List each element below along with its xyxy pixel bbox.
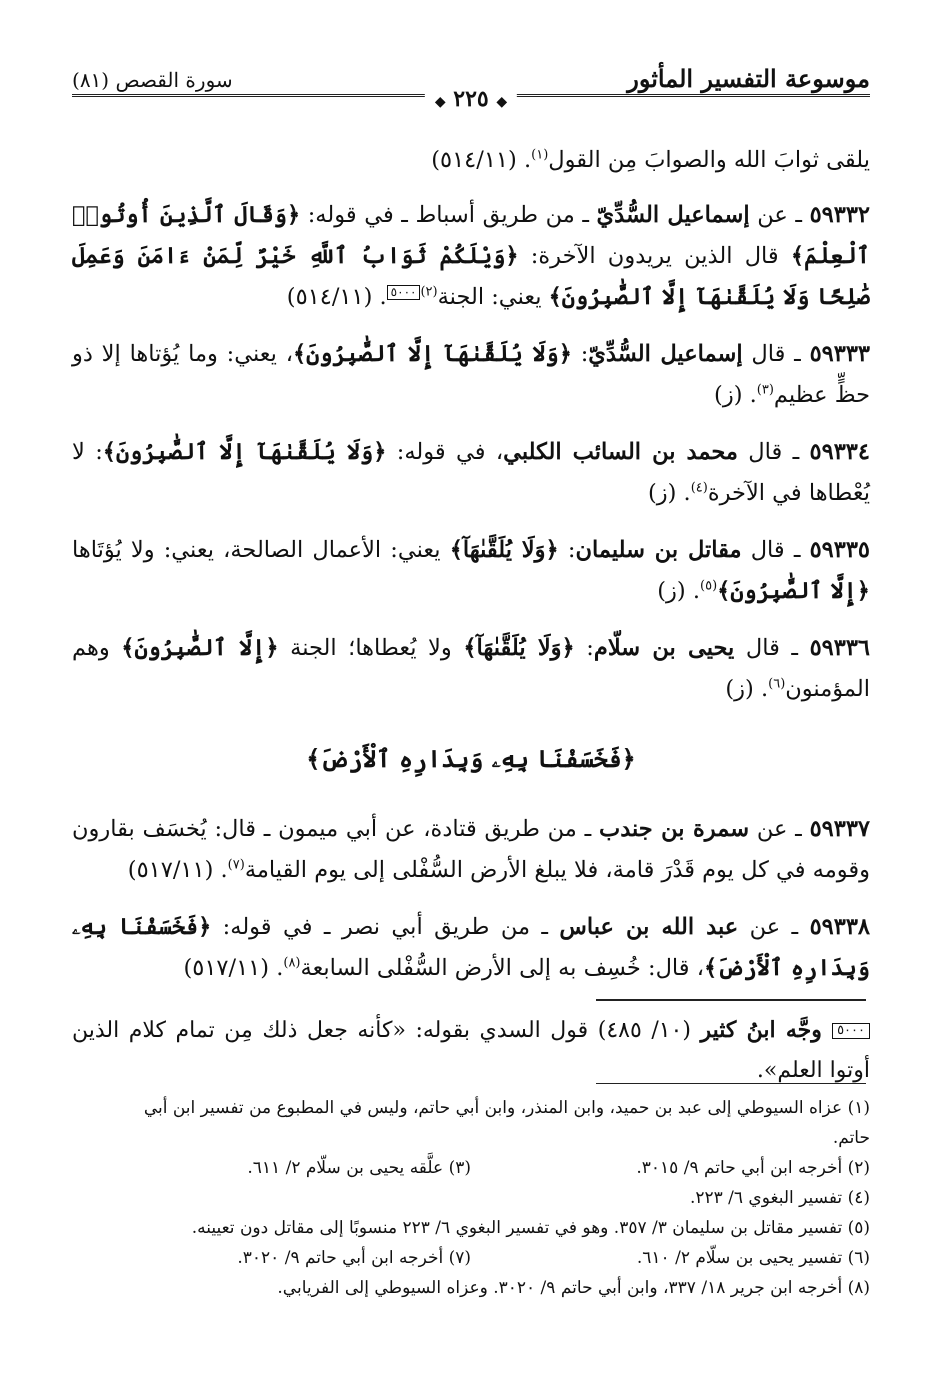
commentary-note bbox=[72, 1010, 870, 1091]
text: وهم المؤمنون bbox=[72, 635, 870, 702]
text: : لا يُعْطاها في الآخرة bbox=[72, 439, 870, 506]
quran-quote: ﴿وَلَا يُلَقَّىٰهَآ إِلَّا ٱلصَّٰبِرُونَ﴾ bbox=[102, 439, 387, 465]
volume-reference: . (٥١٤/١١) bbox=[431, 147, 532, 173]
athar-5936 bbox=[72, 628, 870, 710]
text: وجَّه bbox=[775, 1017, 833, 1043]
quran-quote: ﴿وَيْلَكُمْ ثَوَابُ ٱللَّهِ خَيْرٌ لِّمَنْ ءَامَنَ وَعَمِلَ صَٰلِحًا وَلَا يُلَقَّىٰهَآ إِلَّا ٱلصَّٰبِرُونَ﴾ bbox=[72, 243, 870, 310]
text: ـ عن bbox=[749, 816, 810, 842]
volume-reference: . (ز) bbox=[714, 382, 757, 408]
footnote-marker[interactable]: (١) bbox=[531, 147, 549, 163]
scholar-name: ابنُ كثير bbox=[700, 1017, 776, 1043]
text: يلقى ثوابَ الله والصوابَ مِن القول bbox=[548, 147, 870, 173]
narrator-name: عبد الله بن عباس bbox=[559, 914, 739, 940]
main-text bbox=[72, 140, 870, 1005]
volume-reference: . (٥١٧/١١) bbox=[127, 857, 228, 883]
footnote-1: (١) عزاه السيوطي إلى عبد بن حميد، وابن المنذر، وابن أبي حاتم، وليس في المطبوع من تفسير ابن أبي bbox=[143, 1098, 870, 1118]
quran-quote: ﴿إِلَّا ٱلصَّٰبِرُونَ﴾ bbox=[121, 635, 279, 661]
narrator-name: إسماعيل السُّدِّيّ bbox=[588, 341, 743, 367]
text: ـ قال bbox=[734, 635, 810, 661]
text: ـ عن bbox=[749, 202, 810, 228]
athar-5932 bbox=[72, 195, 870, 318]
text: ـ قال bbox=[741, 537, 810, 563]
commentary-marker[interactable]: ٥٠٠٠ bbox=[387, 285, 421, 300]
quran-quote: ﴿وَقَالَ ٱلَّذِينَ أُوتُوا۟ ٱلْعِلْمَ﴾ bbox=[72, 202, 870, 269]
athar-5938 bbox=[72, 907, 870, 989]
footnote-8: (٨) أخرجه ابن جرير ١٨/ ٣٣٧، وابن أبي حاتم ٩/ ٣٠٢٠. وعزاه السيوطي إلى الفريابي. bbox=[277, 1278, 870, 1298]
text: : bbox=[574, 635, 594, 661]
volume-reference: . (٥١٤/١١) bbox=[286, 284, 387, 310]
footnote-row bbox=[72, 1153, 870, 1183]
footnote-2: (٢) أخرجه ابن أبي حاتم ٩/ ٣٠١٥. bbox=[636, 1158, 870, 1178]
footnotes bbox=[72, 1093, 870, 1303]
book-title: موسوعة التفسير المأثور bbox=[627, 64, 870, 93]
text: يعني: الجنة bbox=[437, 284, 549, 310]
text: (١٠/ ٤٨٥) قول السدي بقوله: «كأنه جعل ذلك مِن تمام كلام الذين أوتوا العلم». bbox=[72, 1018, 870, 1083]
page-number bbox=[425, 86, 517, 112]
footnote-5: (٥) تفسير مقاتل بن سليمان ٣/ ٣٥٧. وهو في تفسير البغوي ٦/ ٢٢٣ منسوبًا إلى مقاتل دون تعيينه. bbox=[191, 1218, 870, 1238]
athar-number: ٥٩٣٣٨ bbox=[809, 914, 870, 940]
athar-number: ٥٩٣٣٣ bbox=[809, 341, 870, 367]
quran-quote: ﴿إِلَّا ٱلصَّٰبِرُونَ﴾ bbox=[717, 578, 870, 604]
verse-heading: ﴿فَخَسَفْنَا بِهِۦ وَبِدَارِهِ ٱلْأَرْضَ﴾ bbox=[306, 744, 636, 773]
commentary-separator bbox=[596, 999, 866, 1001]
volume-reference: . (ز) bbox=[657, 578, 700, 604]
text: : bbox=[558, 537, 576, 563]
footnote-1-cont: حاتم. bbox=[832, 1128, 870, 1148]
athar-5937 bbox=[72, 809, 870, 891]
text: ، في قوله: bbox=[386, 439, 504, 465]
footnote-marker[interactable]: (٥) bbox=[700, 578, 718, 594]
narrator-name: يحيى بن سلّام bbox=[593, 635, 735, 661]
ornament-right-icon: ◆ bbox=[496, 94, 508, 110]
page-header bbox=[72, 62, 870, 112]
athar-number: ٥٩٣٣٢ bbox=[809, 202, 871, 228]
athar-5934 bbox=[72, 432, 870, 514]
commentary-marker: ٥٠٠٠ bbox=[832, 1023, 870, 1039]
narrator-name: سمرة بن جندب bbox=[599, 816, 750, 842]
quran-quote: ﴿وَلَا يُلَقَّىٰهَآ﴾ bbox=[463, 635, 575, 661]
narrator-name: محمد بن السائب الكلبي bbox=[503, 439, 738, 465]
footnote-separator bbox=[596, 1083, 866, 1084]
text: ـ قال bbox=[742, 341, 810, 367]
text: ، يعني: وما يُؤتاها إلا ذو حظٍّ عظيم bbox=[72, 341, 870, 408]
athar-number: ٥٩٣٣٤ bbox=[809, 439, 870, 465]
volume-reference: . (ز) bbox=[725, 676, 769, 702]
athar-5933 bbox=[72, 334, 870, 416]
footnote-4: (٤) تفسير البغوي ٦/ ٢٢٣. bbox=[689, 1188, 870, 1208]
footnote-marker[interactable]: (٣) bbox=[756, 382, 774, 398]
quran-quote: ﴿وَلَا يُلَقَّىٰهَآ﴾ bbox=[449, 537, 559, 563]
footnote-marker[interactable]: (٢) bbox=[420, 284, 438, 300]
athar-5935 bbox=[72, 530, 870, 612]
text: : bbox=[571, 341, 589, 367]
volume-reference: . (٥١٧/١١) bbox=[183, 955, 284, 981]
text: ـ من طريق أبي نصر ـ في قوله: bbox=[211, 914, 560, 940]
text: قال الذين يريدون الآخرة: bbox=[518, 243, 791, 269]
athar-number: ٥٩٣٣٦ bbox=[809, 635, 870, 661]
quran-quote: ﴿وَلَا يُلَقَّىٰهَآ إِلَّا ٱلصَّٰبِرُونَ﴾ bbox=[292, 341, 572, 367]
footnote-marker[interactable]: (٧) bbox=[227, 857, 245, 873]
text: ـ عن bbox=[738, 914, 810, 940]
footnote-7: (٧) أخرجه ابن أبي حاتم ٩/ ٣٠٢٠. bbox=[237, 1248, 471, 1268]
text: ـ من طريق أسباط ـ في قوله: bbox=[300, 202, 597, 228]
quran-quote: ﴿فَخَسَفْنَا بِهِۦ وَبِدَارِهِ ٱلْأَرْضَ﴾ bbox=[72, 914, 870, 981]
footnote-6: (٦) تفسير يحيى بن سلّام ٢/ ٦١٠. bbox=[636, 1248, 870, 1268]
text: ، قال: خُسِف به إلى الأرض السُّفْلى السابعة bbox=[300, 955, 704, 981]
page-number-text: ٢٢٥ bbox=[453, 86, 489, 112]
athar-number: ٥٩٣٣٥ bbox=[809, 537, 870, 563]
footnote-row bbox=[72, 1243, 870, 1273]
volume-reference: . (ز) bbox=[647, 480, 691, 506]
text: ولا يُعطاها؛ الجنة bbox=[278, 635, 464, 661]
ornament-left-icon: ◆ bbox=[434, 94, 446, 110]
text: يعني: الأعمال الصالحة، يعني: ولا يُؤتَاها bbox=[72, 537, 450, 563]
paragraph bbox=[72, 140, 870, 181]
footnote-marker[interactable]: (٤) bbox=[690, 480, 708, 496]
surah-title: سورة القصص (٨١) bbox=[72, 68, 233, 92]
text: ـ قال bbox=[737, 439, 810, 465]
footnote-3: (٣) علَّقه يحيى بن سلّام ٢/ ٦١١. bbox=[247, 1158, 471, 1178]
narrator-name: مقاتل بن سليمان bbox=[575, 537, 742, 563]
athar-number: ٥٩٣٣٧ bbox=[809, 816, 870, 842]
narrator-name: إسماعيل السُّدِّيّ bbox=[596, 202, 750, 228]
footnote-marker[interactable]: (٨) bbox=[283, 955, 301, 971]
footnote-marker[interactable]: (٦) bbox=[768, 676, 786, 692]
text: ـ من طريق قتادة، عن أبي ميمون ـ قال: يُخسَف بقارون وقومه في كل يوم قَدْرَ قامة، فلا يبلغ الأرض السُّفْلى إلى يوم القيامة bbox=[72, 816, 870, 883]
